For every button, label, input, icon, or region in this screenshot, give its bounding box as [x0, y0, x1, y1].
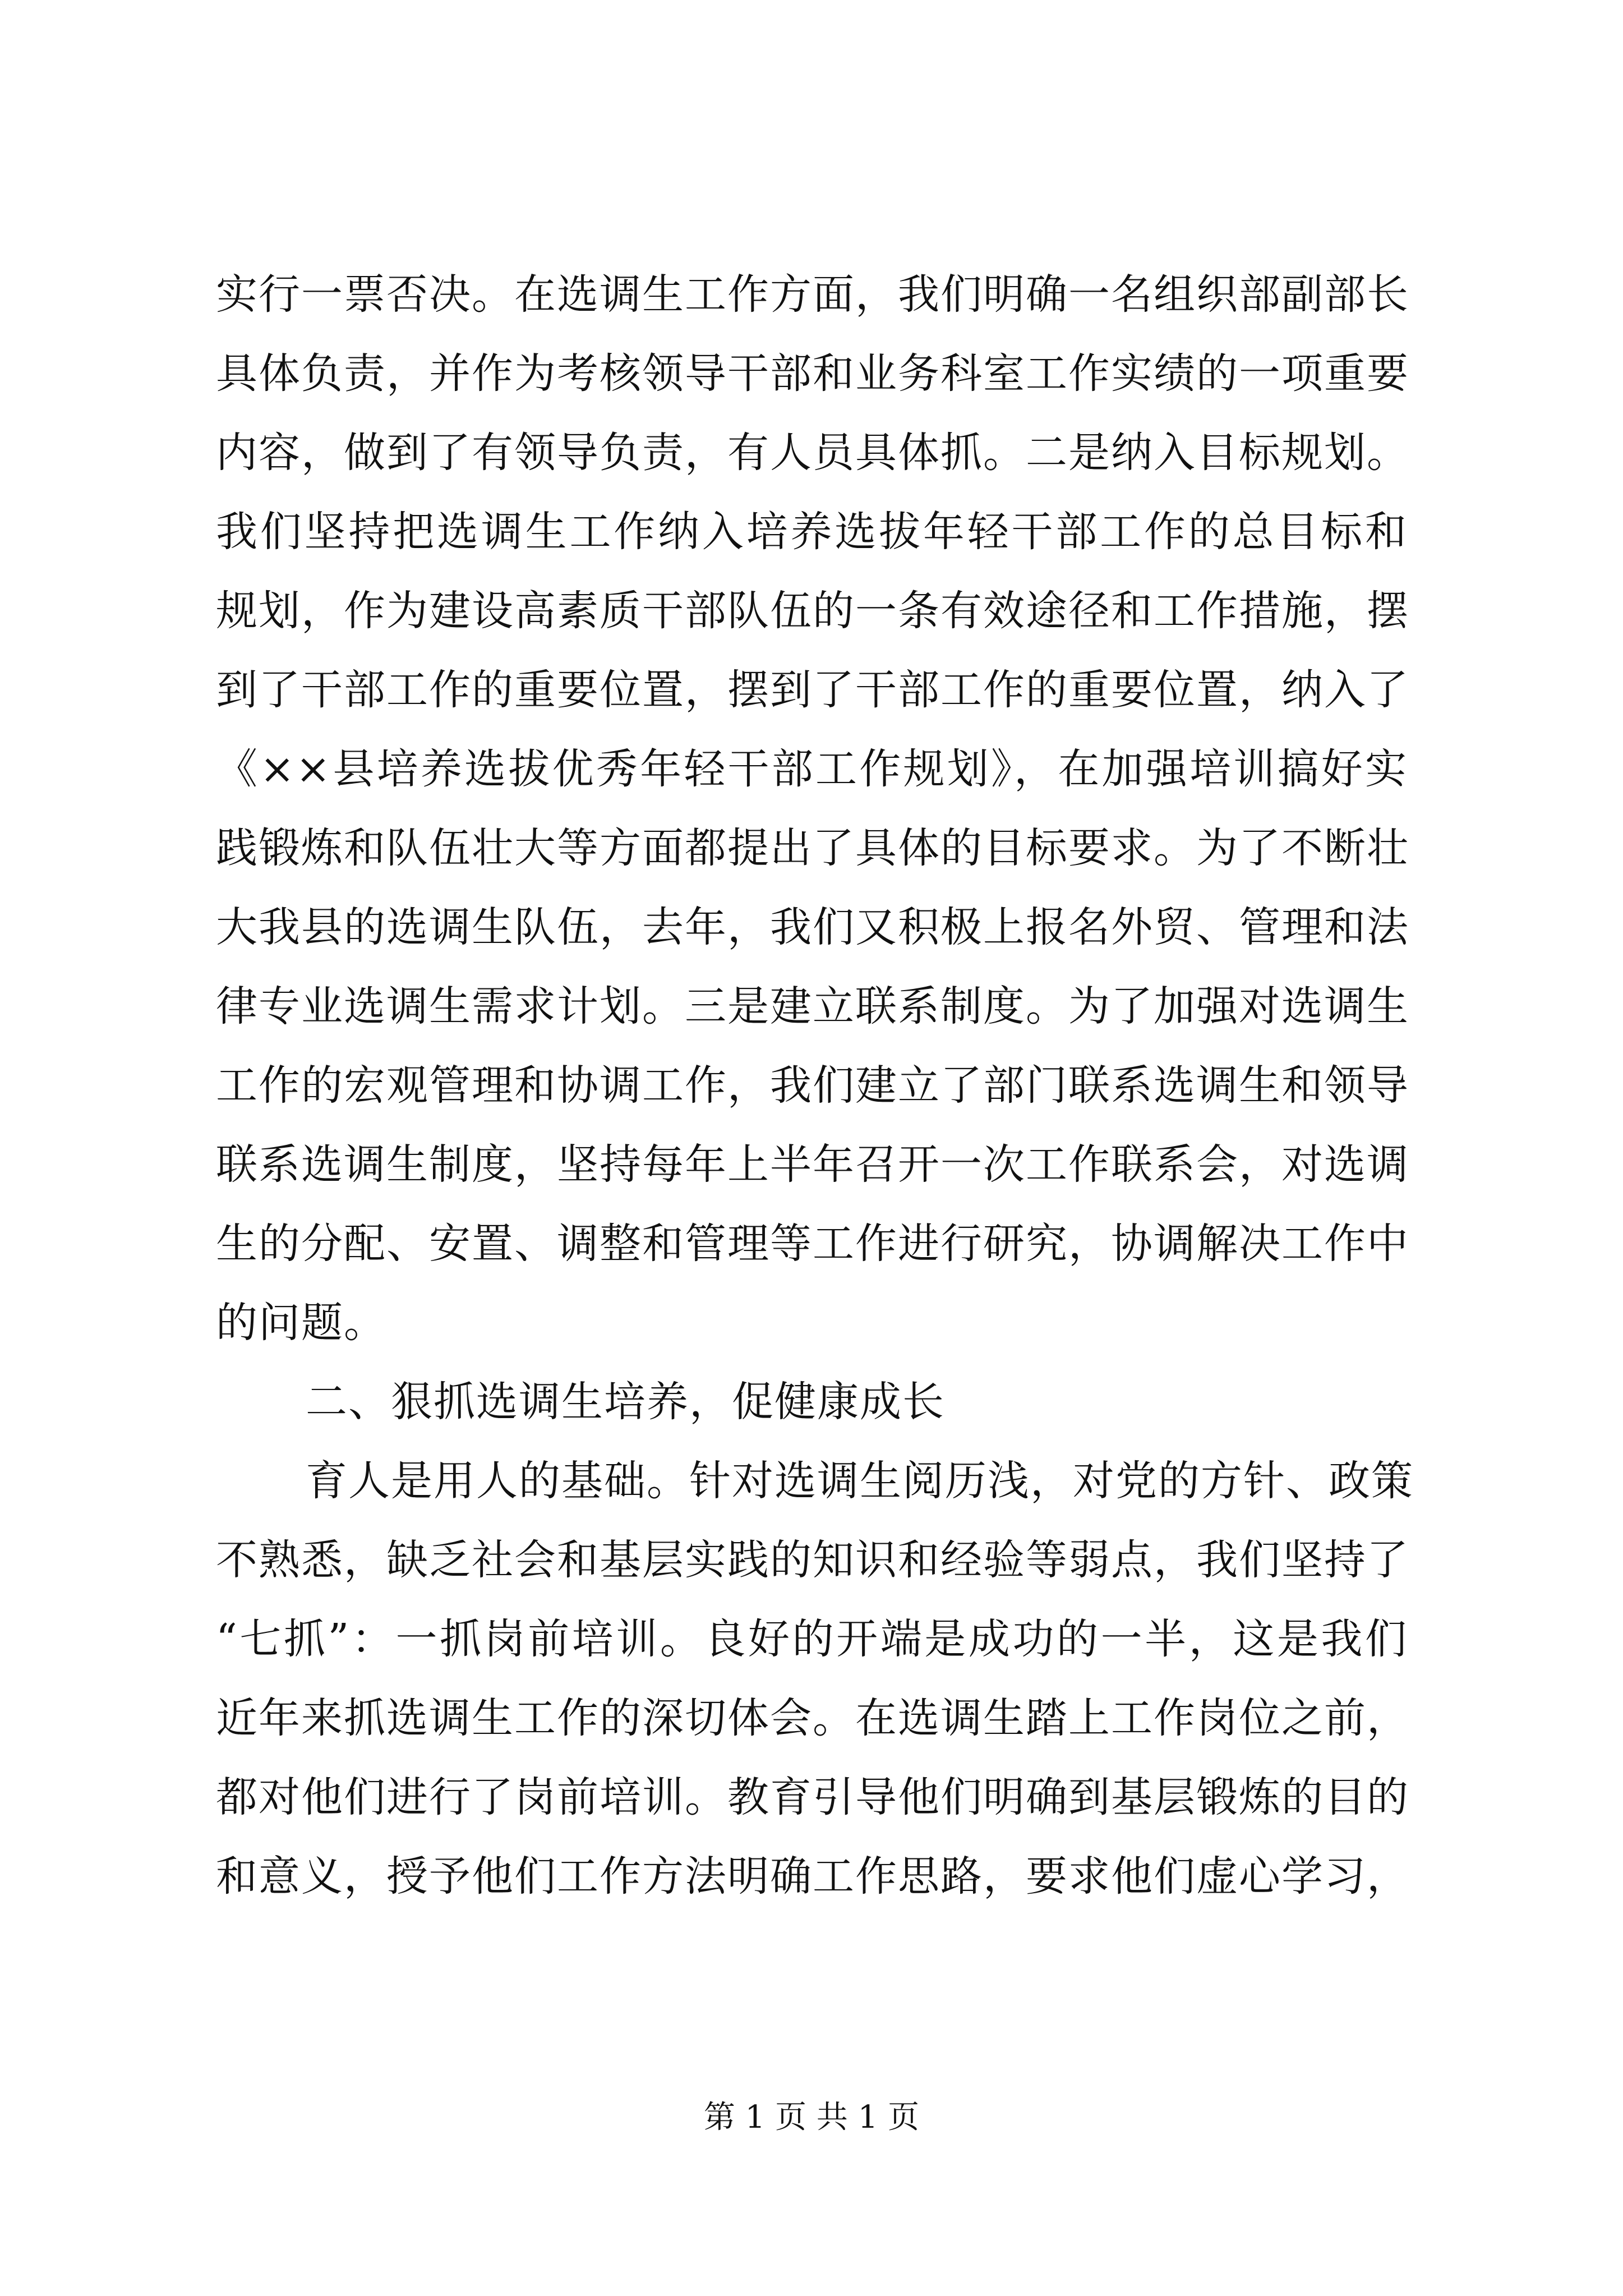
text-line: 和意义，授予他们工作方法明确工作思路，要求他们虚心学习，	[216, 1852, 1409, 1901]
text-line: 的问题。	[216, 1299, 386, 1347]
text-line: 到了干部工作的重要位置，摆到了干部工作的重要位置，纳入了	[216, 666, 1409, 714]
text-line: 近年来抓选调生工作的深切体会。在选调生踏上工作岗位之前，	[216, 1694, 1409, 1742]
text-line: 都对他们进行了岗前培训。教育引导他们明确到基层锻炼的目的	[216, 1773, 1409, 1821]
text-line: 大我县的选调生队伍，去年，我们又积极上报名外贸、管理和法	[216, 903, 1409, 951]
text-line: 内容，做到了有领导负责，有人员具体抓。二是纳入目标规划。	[216, 429, 1409, 477]
document-body	[216, 255, 1414, 1916]
section-heading: 二、狠抓选调生培养，促健康成长	[306, 1378, 945, 1426]
text-line: 律专业选调生需求计划。三是建立联系制度。为了加强对选调生	[216, 982, 1409, 1030]
text-line: 践锻炼和队伍壮大等方面都提出了具体的目标要求。为了不断壮	[216, 824, 1409, 872]
text-line: 我们坚持把选调生工作纳入培养选拔年轻干部工作的总目标和	[216, 508, 1408, 556]
text-line: 不熟悉，缺乏社会和基层实践的知识和经验等弱点，我们坚持了	[216, 1536, 1409, 1584]
text-line: 生的分配、安置、调整和管理等工作进行研究，协调解决工作中	[216, 1220, 1409, 1268]
text-line: 规划，作为建设高素质干部队伍的一条有效途径和工作措施，摆	[216, 587, 1409, 635]
text-line: 实行一票否决。在选调生工作方面，我们明确一名组织部副部长	[216, 270, 1409, 319]
text-line: 联系选调生制度，坚持每年上半年召开一次工作联系会，对选调	[216, 1140, 1409, 1189]
text-line: “七抓”：一抓岗前培训。良好的开端是成功的一半，这是我们	[216, 1615, 1408, 1663]
paragraph-first-line: 育人是用人的基础。针对选调生阅历浅，对党的方针、政策	[306, 1457, 1414, 1505]
text-line: 工作的宏观管理和协调工作，我们建立了部门联系选调生和领导	[216, 1061, 1409, 1110]
text-line: 《××县培养选拔优秀年轻干部工作规划》，在加强培训搞好实	[216, 745, 1408, 793]
text-line: 具体负责，并作为考核领导干部和业务科室工作实绩的一项重要	[216, 349, 1409, 398]
page-footer: 第 1 页 共 1 页	[703, 2099, 920, 2136]
